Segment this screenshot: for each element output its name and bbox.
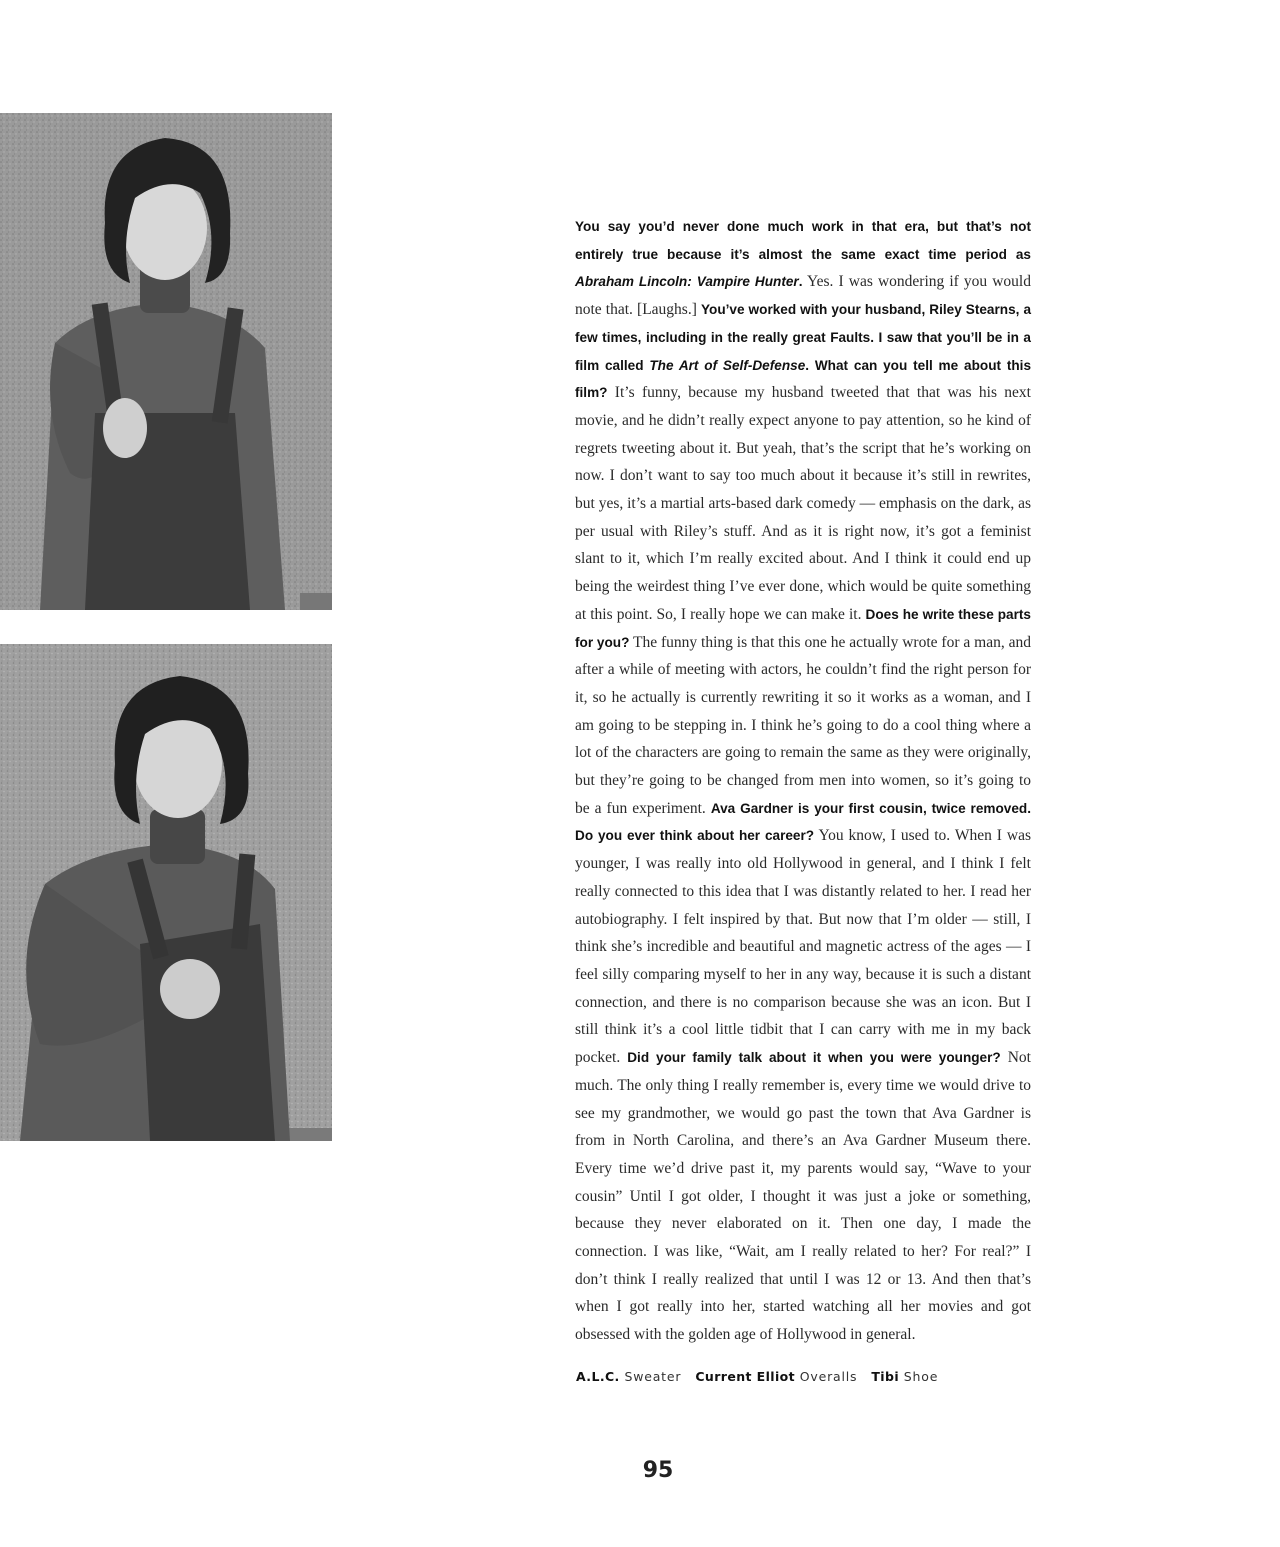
credit-item: Sweater (619, 1369, 682, 1384)
interview-text (575, 213, 1031, 1349)
woman-portrait-photo-1 (0, 113, 332, 610)
portrait-illustration-2 (0, 644, 332, 1141)
credit-entry (695, 1369, 857, 1384)
interview-answer: Not much. The only thing I really remember is, every time we would drive to see my grandmother, we would go past the town that Ava Gardner is from in North Carolina, and there’s an Ava Gardner Museum there. Every time we’d drive past it, my parents would say, “Wave to your cousin” Until I got older, I thought it was just a joke or something, because they never elaborated on it. Then one day, I made the connection. I was like, “Wait, am I really related to her? For real?” I don’t think I really realized that until I was 12 or 13. And then that’s when I got really into her, started watching all her movies and got obsessed with the golden age of Hollywood in general. (575, 1049, 1031, 1344)
credit-brand: A.L.C. (576, 1369, 620, 1384)
interview-question: Ava Gardner is your first cousin, twice removed. Do you ever think about her career? (575, 800, 1031, 844)
interview-question: Did your family talk about it when you were younger? (627, 1050, 1001, 1066)
portrait-illustration-1 (0, 113, 332, 610)
interview-answer: It’s funny, because my husband tweeted that that was his next movie, and he didn’t really expect anyone to pay attention, so he kind of regrets tweeting about it. But yeah, that’s the script that he’s working on now. I don’t want to say too much about it because it’s still in rewrites, but yes, it’s a martial arts-based dark comedy — emphasis on the dark, as per usual with Riley’s stuff. And as it is right now, it’s got a feminist slant to it, which I’m really excited about. And I think it could end up being the weirdest thing I’ve ever done, which would be quite something at this point. So, I really hope we can make it. (575, 384, 1031, 623)
credit-item: Overalls (795, 1369, 858, 1384)
page-number: 95 (642, 1458, 674, 1483)
film-title: Abraham Lincoln: Vampire Hunter (575, 274, 799, 290)
interview-question: . What can you tell me about this film? (575, 357, 1032, 401)
interview-answer: The funny thing is that this one he actually wrote for a man, and after a while of meeting with actors, he couldn’t find the right person for it, so he actually is currently rewriting it so it works as a woman, and I am going to be stepping in. I think he’s going to do a cool thing where a lot of the characters are going to remain the same as they were originally, but they’re going to be changed from men into women, so it’s going to be a fun experiment. (575, 633, 1031, 817)
credit-item: Shoe (899, 1369, 939, 1384)
interview-question: . (798, 274, 803, 290)
credit-brand: Tibi (871, 1369, 900, 1384)
interview-answer: You know, I used to. When I was younger, I was really into old Hollywood in general, and I think I felt really connected to this idea that I was distantly related to her. I read her autobiography. I felt inspired by that. But now that I’m older — still, I think she’s incredible and beautiful and magnetic actress of the ages — I feel silly comparing myself to her in any way, because it is such a distant connection, and there is no comparison because she was an icon. But I still think it’s a cool little tidbit that I can carry with me in my back pocket. (575, 827, 1031, 1067)
wardrobe-credits (576, 1369, 952, 1384)
interview-question: You’ve worked with your husband, Riley Stearns, a few times, including in the really great Faults. I saw that you’ll be in a film called (575, 302, 1031, 373)
film-title: The Art of Self-Defense (649, 357, 806, 373)
credit-brand: Current Elliot (695, 1369, 795, 1384)
woman-portrait-photo-2 (0, 644, 332, 1141)
credit-entry (871, 1369, 938, 1384)
credit-entry (576, 1369, 681, 1384)
interview-answer: Yes. I was wondering if you would note that. [Laughs.] (575, 273, 1031, 319)
interview-question: You say you’d never done much work in that era, but that’s not entirely true because it’s almost the same exact time period as (575, 219, 1031, 262)
interview-question: Does he write these parts for you? (575, 606, 1031, 650)
